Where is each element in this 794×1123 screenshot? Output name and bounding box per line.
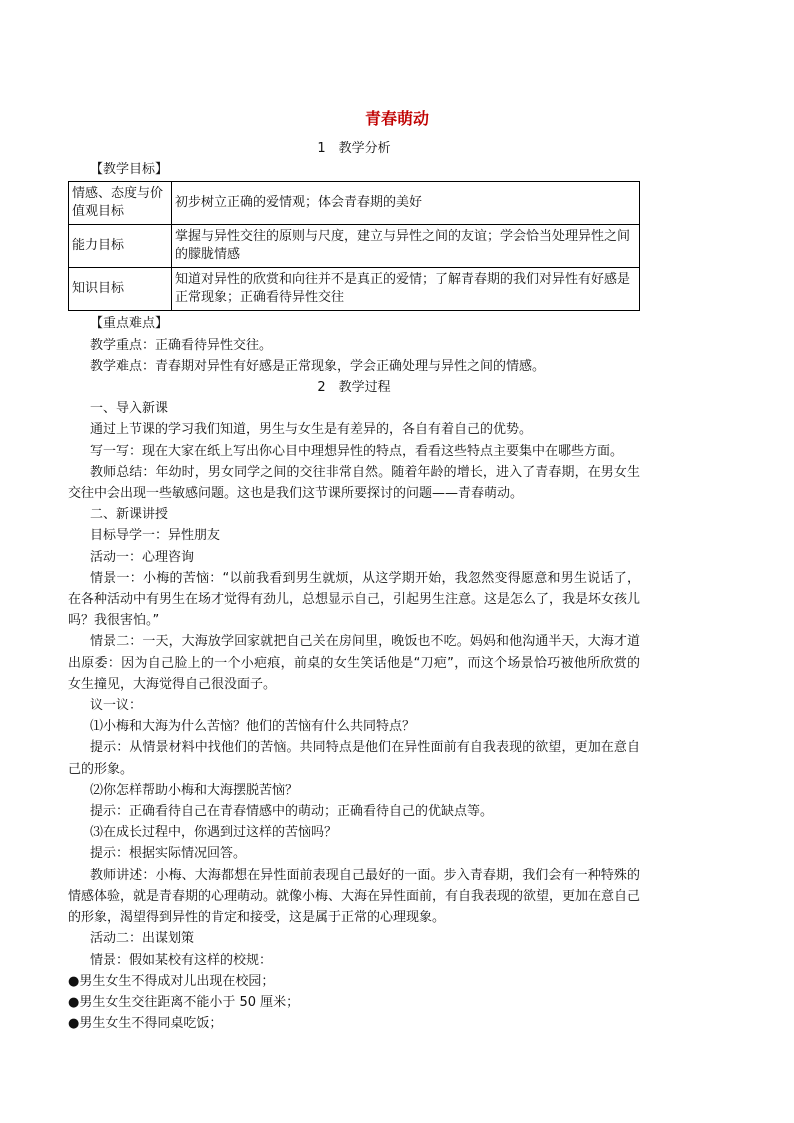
table-row <box>69 225 640 268</box>
intro-heading: 一、导入新课 <box>90 401 169 417</box>
intro-paragraph: 教师总结：年幼时，男女同学之间的交往非常自然。随着年龄的增长，进入了青春期，在男女生交往中会出现一些敏感问题。这也是我们这节课所要探讨的问题——青春萌动。 <box>68 464 640 502</box>
scenario-paragraph: 情景二：一天，大海放学回家就把自己关在房间里，晚饭也不吃。妈妈和他沟通半天，大海才道出原委：因为自己脸上的一个小疤痕，前桌的女生笑话他是“刀疤”，而这个场景恰巧被他所欣赏的女生撞见，大海觉得自己很没面子。 <box>68 634 640 692</box>
goal-heading: 目标导学一：异性朋友 <box>90 528 221 544</box>
activity-heading: 活动一：心理咨询 <box>90 549 195 565</box>
hint-paragraph: 提示：正确看待自己在青春情感中的萌动；正确看待自己的优缺点等。 <box>90 804 494 820</box>
new-lesson-heading: 二、新课讲授 <box>90 507 169 523</box>
hint-paragraph: 提示：根据实际情况回答。 <box>90 846 247 862</box>
question: ⑶在成长过程中，你遇到过这样的苦恼吗？ <box>90 825 338 841</box>
list-item: ●男生女生不得同桌吃饭； <box>68 1016 223 1032</box>
scenario-paragraph: 情景一：小梅的苦恼：“以前我看到男生就烦，从这学期开始，我忽然变得愿意和男生说话了，在各种活动中有男生在场才觉得有劲儿，总想显示自己，引起男生注意。这是怎么了，我是坏女孩儿吗？我很害怕。” <box>68 570 641 629</box>
section-heading-process: 2 教学过程 <box>317 380 391 396</box>
objective-value: 初步树立正确的爱情观；体会青春期的美好 <box>172 182 640 225</box>
objective-key: 情感、态度与价值观目标 <box>69 182 172 225</box>
objective-value: 知道对异性的欣赏和向往并不是真正的爱情；了解青春期的我们对异性有好感是正常现象；正确看待异性交往 <box>172 268 640 311</box>
activity-heading: 活动二：出谋划策 <box>90 931 195 947</box>
list-item: ●男生女生不得成对儿出现在校园； <box>68 973 275 989</box>
intro-paragraph: 写一写：现在大家在纸上写出你心目中理想异性的特点，看看这些特点主要集中在哪些方面。 <box>90 443 624 459</box>
objectives-table <box>68 181 640 311</box>
document-title: 青春萌动 <box>364 109 429 128</box>
question: ⑵你怎样帮助小梅和大海摆脱苦恼？ <box>90 782 299 798</box>
objectives-heading: 【教学目标】 <box>90 162 169 178</box>
scenario-intro: 情景：假如某校有这样的校规： <box>90 952 273 968</box>
keypoints-heading: 【重点难点】 <box>90 316 169 332</box>
teacher-paragraph: 教师讲述：小梅、大海都想在异性面前表现自己最好的一面。步入青春期，我们会有一种特殊的情感体验，就是青春期的心理萌动。就像小梅、大海在异性面前，有自我表现的欲望，更加在意自己的形象，渴望得到异性的肯定和接受，这是属于正常的心理现象。 <box>68 867 641 926</box>
objective-value: 掌握与异性交往的原则与尺度，建立与异性之间的友谊；学会恰当处理异性之间的朦胧情感 <box>172 225 640 268</box>
section-heading-analysis: 1 教学分析 <box>317 141 391 156</box>
teaching-difficulty: 教学难点：青春期对异性有好感是正常现象，学会正确处理与异性之间的情感。 <box>90 358 546 374</box>
discussion-label: 议一议： <box>90 698 143 714</box>
objective-key: 知识目标 <box>69 268 172 311</box>
table-row <box>69 268 640 311</box>
document-body <box>68 138 640 1034</box>
table-row <box>69 182 640 225</box>
intro-paragraph: 通过上节课的学习我们知道，男生与女生是有差异的，各自有着自己的优势。 <box>90 422 533 438</box>
teaching-focus: 教学重点：正确看待异性交往。 <box>90 337 273 353</box>
question: ⑴小梅和大海为什么苦恼？他们的苦恼有什么共同特点？ <box>90 719 416 735</box>
list-item: ●男生女生交往距离不能小于 50 厘米； <box>68 994 300 1010</box>
objective-key: 能力目标 <box>69 225 172 268</box>
hint-paragraph: 提示：从情景材料中找他们的苦恼。共同特点是他们在异性面前有自我表现的欲望，更加在意自己的形象。 <box>68 740 640 777</box>
